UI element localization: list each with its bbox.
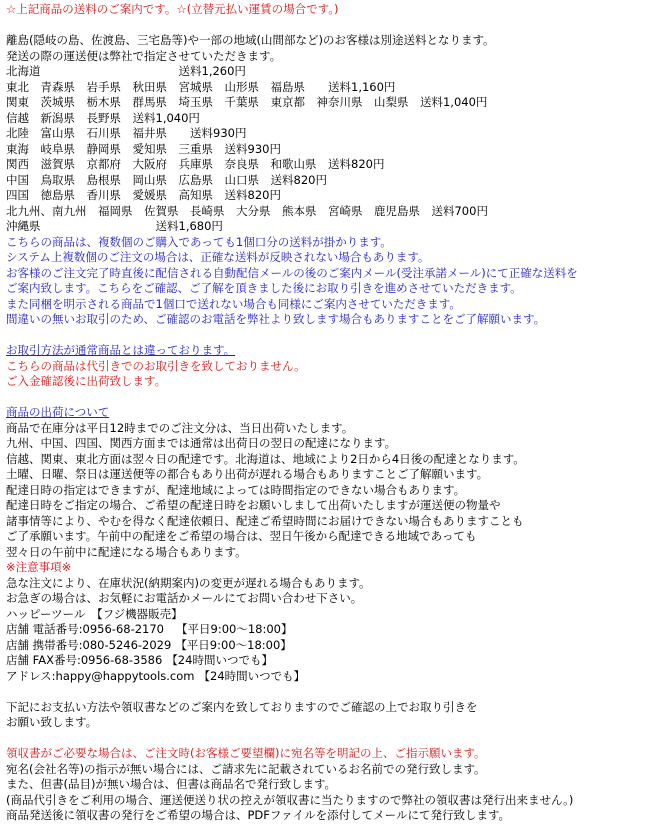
payment-note-line: お願い致します。 (6, 715, 98, 729)
receipt-line: 宛名(会社名等)の指示が無い場合には、ご請求先に記載されているお名前での発行致します。 (6, 761, 486, 776)
receipt-line: 商品発送後に領収書の発行をご希望の場合は、PDFファイルを添付してメールにて発行致します。 (6, 808, 511, 822)
fax-number: 店舗 FAX番号:0956-68-3586 (6, 653, 163, 667)
shipment-line: 信越、関東、東北方面は翌々日の配達です。北海道は、地域により2日から4日後の配達となります。 (6, 451, 525, 466)
islands-note-line: 発送の際の運送便は弊社で指定させていただきます。 (6, 48, 282, 63)
shipment-line: 諸事情等により、やむを得なく配達依頼日、配達ご希望時間にお届けできない場合もありますことも (6, 513, 524, 528)
mobile-number: 店舗 携帯番号:080-5246-2029 (6, 637, 172, 652)
caution-heading: ※注意事項※ (6, 560, 72, 574)
shipment-line: 九州、中国、四国、関西方面までは通常は出荷日の翌日の配達になります。 (6, 436, 397, 450)
shipping-note-line: こちらの商品は、複数個のご購入であっても1個口分の送料が掛かります。 (6, 234, 392, 249)
rate-row-hokuriku: 北陸 富山県 石川県 福井県 送料930円 (6, 126, 247, 140)
shipping-note-line: 間違いの無いお取引のため、ご確認のお電話を弊社より致します場合もありますことをご了解願います。 (6, 312, 546, 326)
caution-line: 急な注文により、在庫状況(納期案内)の変更が遅れる場合もあります。 (6, 575, 371, 590)
shipment-line: 土曜、日曜、祭日は運送便等の都合もあり出荷が遅れる場合もありますことご了解願います。 (6, 467, 489, 481)
shop-name: ハッピーツール 【フジ機器販売】 (6, 606, 183, 621)
receipt-heading: 領収書がご必要な場合は、ご注文時(お客様ご要望欄)に宛名等を明記の上、ご指示願います。 (6, 746, 486, 760)
shipment-line: 配達日時をご指定の場合、ご希望の配達日時をお願いしまして出荷いたしますが運送便の物量や (6, 498, 501, 512)
contact-email-row (6, 669, 645, 685)
rate-row-tokai: 東海 岐阜県 静岡県 愛知県 三重県 送料930円 (6, 141, 281, 156)
rate-row-okinawa: 沖縄県 送料1,680円 (6, 219, 223, 233)
receipt-line: (商品代引きをご利用の場合、運送便送り状の控えが領収書に当たりますので弊社の領収書は発行出来ません。) (6, 792, 574, 807)
rate-row-hokkaido: 北海道 送料1,260円 (6, 64, 246, 78)
shipment-line: 配達日時の指定はできますが、配達地域によっては時間指定のできない場合もあります。 (6, 482, 466, 497)
shipment-line: ご了承願います。午前中の配達をご希望の場合は、翌日午後から配達できる地域であっても (6, 529, 477, 543)
shipping-header: ☆上記商品の送料のご案内です。☆(立替元払い運賃の場合です。) (6, 2, 339, 16)
rate-row-kanto: 関東 茨城県 栃木県 群馬県 埼玉県 千葉県 東京都 神奈川県 山梨県 送料1,040円 (6, 95, 488, 109)
rate-row-shikoku: 四国 徳島県 香川県 愛媛県 高知県 送料820円 (6, 188, 281, 202)
islands-note-line: 離島(隠岐の島、佐渡島、三宅島等)や一部の地域(山間部など)のお客様は別途送料となります。 (6, 33, 495, 47)
shipment-heading: 商品の出荷について (6, 405, 110, 419)
caution-line: お急ぎの場合は、お気軽にお電話かメールにてお問い合わせ下さい。 (6, 591, 363, 605)
shipping-note-line: お客様のご注文完了時直後に配信される自動配信メールの後のご案内メール(受注承諾メール)にて正確な送料を (6, 265, 578, 280)
rate-row-kansai: 関西 滋賀県 京都府 大阪府 兵庫県 奈良県 和歌山県 送料820円 (6, 157, 385, 171)
tel-hours: 【平日9:00～18:00】 (176, 622, 293, 636)
contact-mobile-row (6, 638, 645, 654)
contact-fax-row (6, 653, 645, 669)
payment-note-line: 下記にお支払い方法や領収書などのご案内を致しておりますのでご確認の上でお取り引きを (6, 699, 478, 714)
rate-row-tohoku: 東北 青森県 岩手県 秋田県 宮城県 山形県 福島県 送料1,160円 (6, 79, 396, 94)
shipping-note-line: また同梱を明示される商品で1個口で送れない場合も同様にご案内させていただきます。 (6, 296, 461, 311)
email-hours: 【24時間いつでも】 (198, 668, 306, 683)
mobile-hours: 【平日9:00～18:00】 (175, 637, 292, 652)
contact-tel-row (6, 622, 645, 638)
shipment-line: 商品で在庫分は平日12時までのご注文分は、当日出荷いたします。 (6, 420, 354, 435)
shipment-line: 翌々日の午前中に配達になる場合もあります。 (6, 544, 247, 559)
transaction-note-line: ご入金確認後に出荷致します。 (6, 374, 167, 388)
shipping-note-line: ご案内致します。こちらをご確認、ご了解を頂きました後にお取り引きを進めさせていただきます。 (6, 281, 522, 295)
email-address: アドレス:happy@happytools.com (6, 668, 195, 683)
shipping-info-document (6, 2, 645, 824)
receipt-line: また、但書(品目)が無い場合は、但書は商品名で発行致します。 (6, 777, 337, 791)
transaction-heading: お取引方法が通常商品とは違っております。 (6, 343, 236, 357)
rate-row-chugoku: 中国 鳥取県 島根県 岡山県 広島県 山口県 送料820円 (6, 172, 327, 187)
tel-number: 店舗 電話番号:0956-68-2170 (6, 622, 164, 636)
transaction-note-line: こちらの商品は代引きでのお取引きを致しておりません。 (6, 358, 306, 373)
rate-row-shinetsu: 信越 新潟県 長野県 送料1,040円 (6, 110, 200, 125)
rate-row-kyushu: 北九州、南九州 福岡県 佐賀県 長崎県 大分県 熊本県 宮崎県 鹿児島県 送料700円 (6, 203, 488, 218)
fax-hours: 【24時間いつでも】 (166, 653, 273, 667)
shipping-note-line: システム上複数個のご注文の場合は、正確な送料が反映されない場合もあります。 (6, 250, 430, 264)
